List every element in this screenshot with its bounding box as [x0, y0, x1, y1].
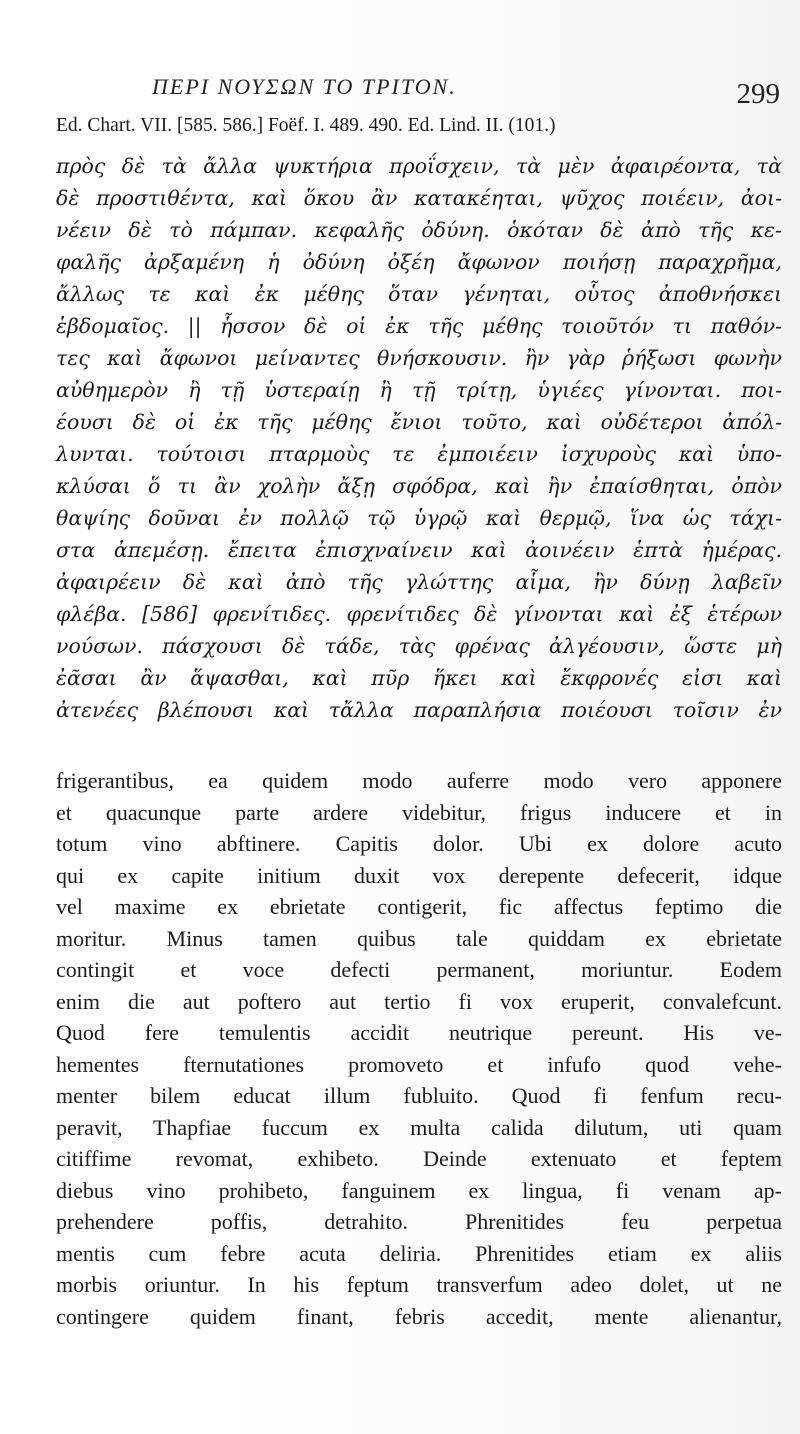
greek-text-line: νέειν δὲ τὸ πάμπαν. κεφαλῆς ὀδύνη. ὁκόταν δὲ ἀπὸ τῆς κε-	[56, 218, 782, 242]
greek-text-line: αὐθημερὸν ἢ τῇ ὑστεραίῃ ἢ τῇ τρίτῃ, ὑγιέες γίνονται. ποι-	[56, 378, 782, 402]
page-header	[60, 70, 780, 110]
latin-text-line: morbis oriuntur. In his feptum transverfum adeo dolet, ut ne	[56, 1272, 782, 1297]
greek-text-line: πρὸς δὲ τὰ ἄλλα ψυκτήρια προΐσχειν, τὰ μὲν ἀφαιρέοντα, τὰ	[56, 154, 782, 178]
greek-text-line: έουσι δὲ οἱ ἐκ τῆς μέθης ἔνιοι τοῦτο, καὶ οὐδέτεροι ἀπόλ-	[56, 410, 782, 434]
greek-text-line: φαλῆς ἀρξαμένη ἡ ὀδύνη ὀξέη ἄφωνον ποιήσῃ παραχρῆμα,	[56, 250, 782, 274]
latin-text-line: diebus vino prohibeto, fanguinem ex lingua, fi venam ap-	[56, 1177, 782, 1203]
greek-text-line: ἄλλως τε καὶ ἐκ μέθης ὅταν γένηται, οὗτος ἀποθνήσκει	[56, 282, 782, 306]
latin-text-line: contingere quidem finant, febris accedit, mente alienantur,	[56, 1303, 782, 1329]
latin-text-line: enim die aut poftero aut tertio fi vox eruperit, convalefcunt.	[56, 988, 782, 1014]
latin-text-line: moritur. Minus tamen quibus tale quiddam ex ebrietate	[56, 925, 782, 951]
latin-text-line: et quacunque parte ardere videbitur, frigus inducere et in	[56, 799, 782, 825]
greek-text-line: ἑβδομαῖος. || ἧσσον δὲ οἱ ἐκ τῆς μέθης τοιοῦτόν τι παθόν-	[56, 314, 782, 338]
running-title: ΠΕΡΙ ΝΟΥΣΩΝ ΤΟ ΤΡΙΤΟΝ.	[152, 74, 457, 99]
greek-text-line: τες καὶ ἄφωνοι μείναντες θνήσκουσιν. ἢν γὰρ ῥήξωσι φωνὴν	[56, 346, 782, 370]
latin-text-line: frigerantibus, ea quidem modo auferre modo vero apponere	[56, 768, 782, 793]
latin-text-line: totum vino abftinere. Capitis dolor. Ubi ex dolore acuto	[56, 831, 782, 856]
latin-text-line: Quod fere temulentis accidit neutrique pereunt. His ve-	[56, 1020, 782, 1045]
greek-text-line: φλέβα. [586] φρενίτιδες. φρενίτιδες δὲ γίνονται καὶ ἐξ ἑτέρων	[56, 602, 782, 626]
edition-reference-line: Ed. Chart. VII. [585. 586.] Foëf. I. 489. 490. Ed. Lind. II. (101.)	[56, 115, 556, 136]
latin-text-block	[56, 765, 782, 1332]
greek-text-line: στα ἀπεμέσῃ. ἔπειτα ἐπισχναίνειν καὶ ἀοινέειν ἑπτὰ ἡμέρας.	[56, 538, 782, 562]
latin-text-line: peravit, Thapfiae fuccum ex multa calida dilutum, uti quam	[56, 1114, 782, 1140]
greek-text-line: θαψίης δοῦναι ἐν πολλῷ τῷ ὑγρῷ καὶ θερμῷ, ἵνα ὡς τάχι-	[56, 506, 782, 530]
latin-text-line: hementes fternutationes promoveto et infufo quod vehe-	[56, 1051, 782, 1077]
greek-text-line: ἀτενέες βλέπουσι καὶ τἄλλα παραπλήσια ποιέουσι τοῖσιν ἐν	[56, 698, 782, 722]
latin-text-line: prehendere poffis, detrahito. Phrenitides feu perpetua	[56, 1209, 782, 1234]
greek-text-line: ἐᾶσαι ἂν ἅψασθαι, καὶ πῦρ ἥκει καὶ ἔκφρονές εἰσι καὶ	[56, 666, 782, 690]
greek-text-line: δὲ προστιθέντα, καὶ ὅκου ἂν κατακέηται, ψῦχος ποιέειν, ἀοι-	[56, 186, 782, 210]
latin-text-line: qui ex capite initium duxit vox derepente defecerit, idque	[56, 862, 782, 888]
latin-text-line: citiffime revomat, exhibeto. Deinde extenuato et feptem	[56, 1146, 782, 1171]
latin-text-line: menter bilem educat illum fubluito. Quod fi fenfum recu-	[56, 1083, 782, 1108]
latin-text-line: mentis cum febre acuta deliria. Phrenitides etiam ex aliis	[56, 1240, 782, 1266]
latin-text-line: vel maxime ex ebrietate contigerit, fic affectus feptimo die	[56, 894, 782, 919]
page-number: 299	[736, 78, 780, 110]
greek-text-line: ἀφαιρέειν δὲ καὶ ἀπὸ τῆς γλώττης αἷμα, ἢν δύνῃ λαβεῖν	[56, 570, 782, 594]
latin-text-line: contingit et voce defecti permanent, moriuntur. Eodem	[56, 957, 782, 982]
greek-text-line: λυνται. τούτοισι πταρμοὺς τε ἐμποιέειν ἰσχυροὺς καὶ ὑπο-	[56, 442, 782, 466]
greek-text-line: νούσων. πάσχουσι δὲ τάδε, τὰς φρένας ἀλγέουσιν, ὥστε μὴ	[56, 634, 782, 658]
greek-text-line: κλύσαι ὅ τι ἂν χολὴν ἄξῃ σφόδρα, καὶ ἢν ἐπαίσθηται, ὀπὸν	[56, 474, 782, 498]
greek-text-block	[56, 150, 782, 726]
